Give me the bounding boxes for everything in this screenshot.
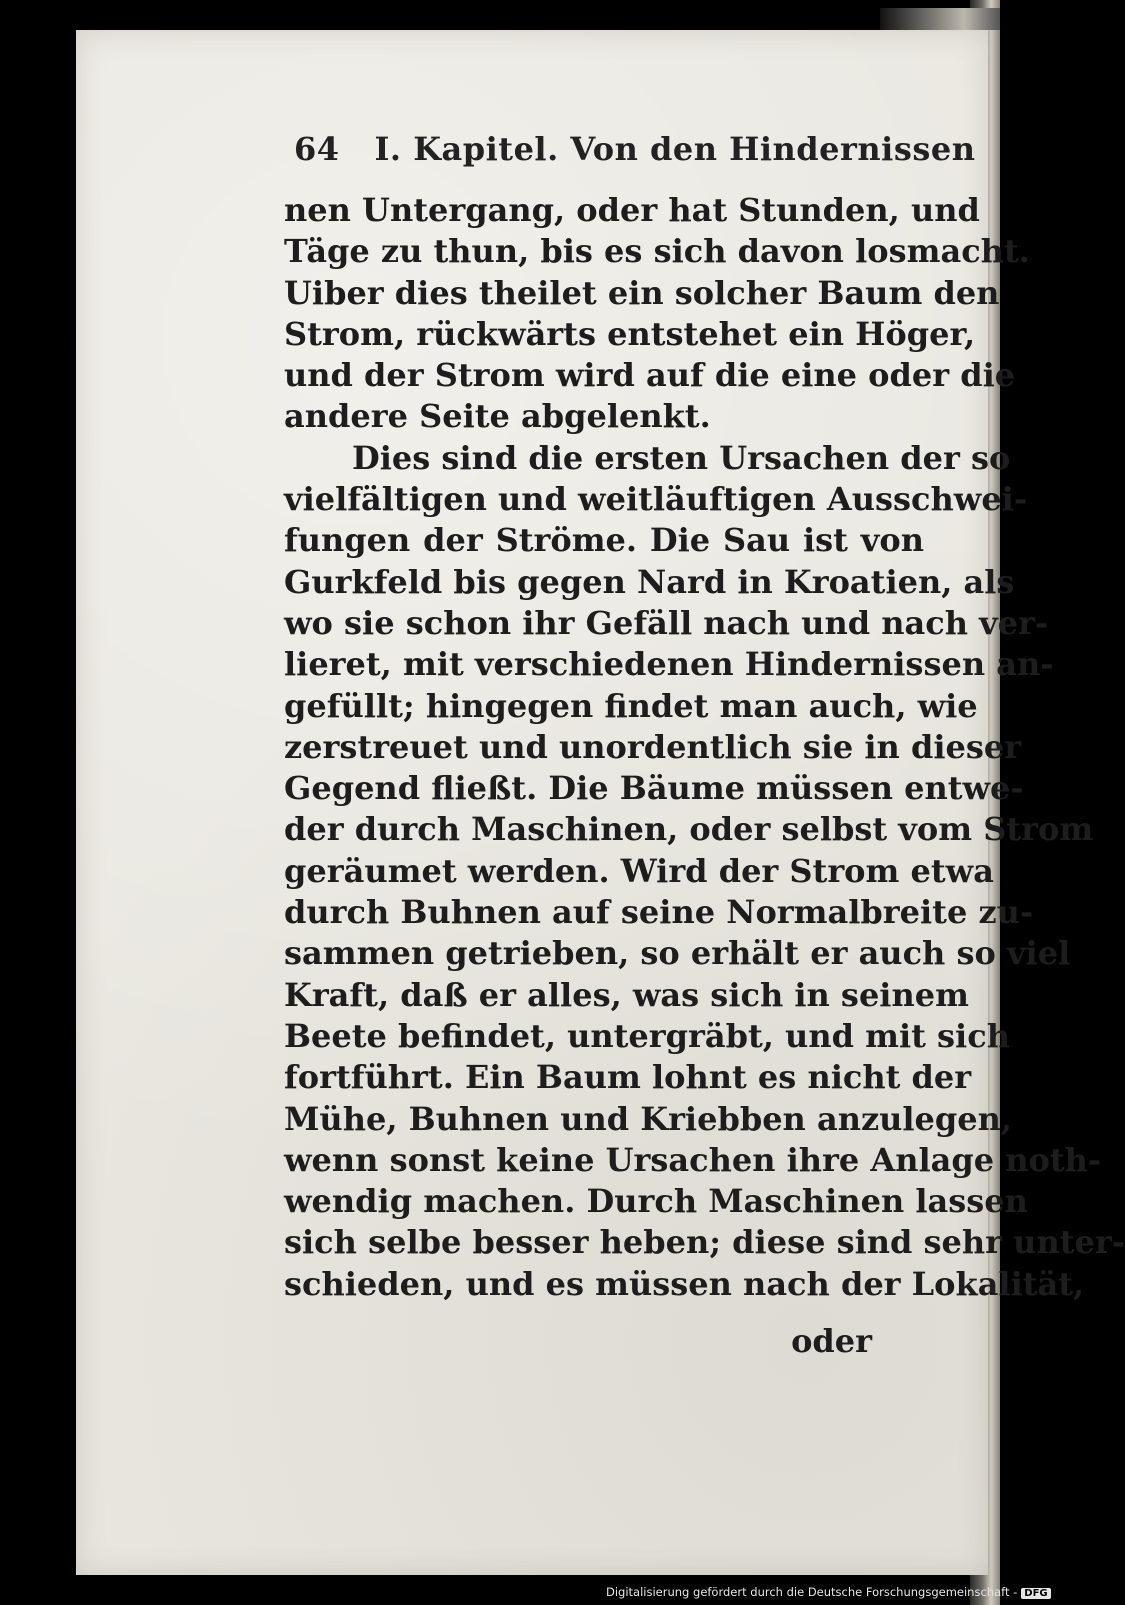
text-line: Uiber dies theilet ein solcher Baum den [284, 273, 1000, 312]
text-line: Strom, rückwärts entstehet ein Höger, [284, 314, 976, 353]
text-line: nen Untergang, oder hat Stunden, und [284, 191, 980, 229]
text-line: vielfältigen und weitläuftigen Ausschwei- [284, 480, 1028, 519]
dfg-logo: DFG [1021, 1588, 1050, 1599]
book-page [76, 30, 1125, 1575]
text-line: sammen getrieben, so erhält er auch so viel [284, 934, 1071, 973]
text-line: andere Seite abgelenkt. [284, 397, 711, 436]
text-line: geräumet werden. Wird der Strom etwa [284, 851, 994, 890]
text-line: Dies sind die ersten Ursachen der so [352, 438, 1011, 477]
text-line: sich selbe besser heben; diese sind sehr unter- [284, 1223, 1125, 1262]
page-header [294, 130, 975, 168]
scan-top-bar [880, 8, 1000, 30]
running-title: I. Kapitel. Von den Hindernissen [374, 130, 976, 168]
text-line: und der Strom wird auf die eine oder die [284, 356, 1016, 395]
text-line: gefüllt; hingegen findet man auch, wie [284, 686, 978, 725]
text-line: Beete befindet, untergräbt, und mit sich [284, 1016, 1010, 1055]
text-line: Gurkfeld bis gegen Nard in Kroatien, als [284, 562, 1015, 601]
text-line: wenn sonst keine Ursachen ihre Anlage noth- [284, 1140, 1102, 1179]
text-line: Täge zu thun, bis es sich davon losmacht. [284, 232, 1030, 271]
text-line: der durch Maschinen, oder selbst vom Strom [284, 810, 1094, 849]
text-line: wendig machen. Durch Maschinen lassen [284, 1182, 1028, 1221]
body-text [284, 190, 1125, 1305]
text-line: fungen der Ströme. Die Sau ist von [284, 521, 924, 560]
credit-text: Digitalisierung gefördert durch die Deutsche Forschungsgemeinschaft - [606, 1585, 1018, 1599]
text-line: lieret, mit verschiedenen Hindernissen an- [284, 645, 1054, 684]
catchword: oder [791, 1322, 872, 1360]
digitization-credit [606, 1585, 1051, 1599]
text-line: Kraft, daß er alles, was sich in seinem [284, 975, 969, 1014]
page-number: 64 [294, 130, 340, 168]
text-line: fortführt. Ein Baum lohnt es nicht der [284, 1058, 972, 1097]
text-line: durch Buhnen auf seine Normalbreite zu- [284, 893, 1034, 932]
text-line: zerstreuet und unordentlich sie in dieser [284, 727, 1022, 766]
text-line: wo sie schon ihr Gefäll nach und nach ver- [284, 603, 1049, 642]
text-line: schieden, und es müssen nach der Lokalität, [284, 1264, 1085, 1303]
text-line: Mühe, Buhnen und Kriebben anzulegen, [284, 1099, 1013, 1138]
text-line: Gegend fließt. Die Bäume müssen entwe- [284, 769, 1024, 808]
